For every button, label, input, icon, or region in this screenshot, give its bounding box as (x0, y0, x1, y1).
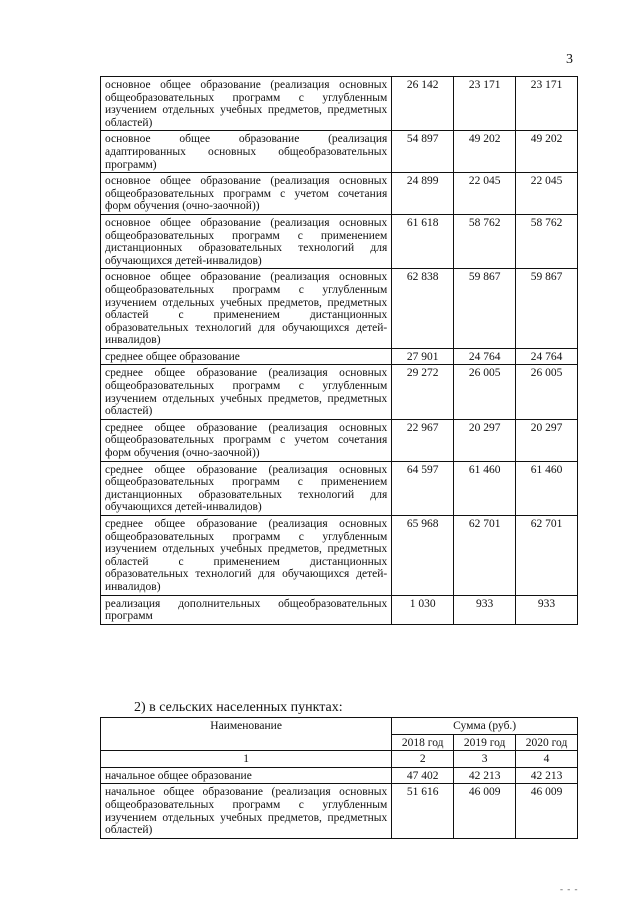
value-2018: 24 899 (392, 173, 454, 215)
value-2020: 46 009 (516, 784, 578, 838)
row-name: среднее общее образование (реализация основных общеобразовательных программ с углубленным изучением отдельных учебных предметов, предметных областей с применением дистанционных образовательных технологий для обучающихся детей-инвалидов) (101, 516, 392, 596)
year-2019: 2019 год (454, 734, 516, 751)
table-row (101, 269, 578, 349)
value-2019: 20 297 (454, 419, 516, 461)
row-name: среднее общее образование (реализация основных общеобразовательных программ с углубленным изучением отдельных учебных предметов, предметных областей) (101, 365, 392, 419)
value-2019: 24 764 (454, 348, 516, 365)
table-row (101, 516, 578, 596)
value-2018: 51 616 (392, 784, 454, 838)
value-2020: 23 171 (516, 77, 578, 131)
value-2019: 26 005 (454, 365, 516, 419)
col-number-3: 3 (454, 751, 516, 768)
footer-mark: - - - (560, 884, 579, 894)
value-2019: 22 045 (454, 173, 516, 215)
value-2018: 64 597 (392, 461, 454, 515)
row-name: основное общее образование (реализация основных общеобразовательных программ с углубленным изучением отдельных учебных предметов, предметных областей с применением дистанционных образовательных технологий для обучающихся детей-инвалидов) (101, 269, 392, 349)
value-2018: 65 968 (392, 516, 454, 596)
column-numbers-row (101, 751, 578, 768)
year-2018: 2018 год (392, 734, 454, 751)
value-2019: 58 762 (454, 214, 516, 268)
value-2018: 26 142 (392, 77, 454, 131)
row-name: среднее общее образование (реализация основных общеобразовательных программ с применением дистанционных образовательных технологий для обучающихся детей-инвалидов) (101, 461, 392, 515)
table-row (101, 365, 578, 419)
rural-table-body (101, 767, 578, 838)
value-2019: 46 009 (454, 784, 516, 838)
value-2020: 22 045 (516, 173, 578, 215)
table-row (101, 767, 578, 784)
value-2020: 42 213 (516, 767, 578, 784)
value-2018: 61 618 (392, 214, 454, 268)
rural-funding-table (100, 717, 578, 839)
row-name: основное общее образование (реализация основных общеобразовательных программ с углубленным изучением отдельных учебных предметов, предметных областей) (101, 77, 392, 131)
table-row (101, 131, 578, 173)
header-name: Наименование (101, 718, 392, 751)
value-2020: 20 297 (516, 419, 578, 461)
value-2020: 26 005 (516, 365, 578, 419)
value-2020: 24 764 (516, 348, 578, 365)
value-2018: 29 272 (392, 365, 454, 419)
col-number-2: 2 (392, 751, 454, 768)
table-row (101, 461, 578, 515)
header-sum: Сумма (руб.) (392, 718, 578, 735)
value-2020: 61 460 (516, 461, 578, 515)
table-row (101, 784, 578, 838)
value-2019: 49 202 (454, 131, 516, 173)
row-name: начальное общее образование (реализация основных общеобразовательных программ с углубленным изучением отдельных учебных предметов, предметных областей) (101, 784, 392, 838)
row-name: основное общее образование (реализация основных общеобразовательных программ с учетом сочетания форм обучения (очно-заочной)) (101, 173, 392, 215)
value-2018: 54 897 (392, 131, 454, 173)
row-name: основное общее образование (реализация адаптированных основных общеобразовательных программ) (101, 131, 392, 173)
table-row (101, 419, 578, 461)
value-2020: 62 701 (516, 516, 578, 596)
value-2020: 49 202 (516, 131, 578, 173)
value-2019: 61 460 (454, 461, 516, 515)
value-2019: 59 867 (454, 269, 516, 349)
value-2018: 1 030 (392, 595, 454, 624)
row-name: среднее общее образование (101, 348, 392, 365)
row-name: реализация дополнительных общеобразовательных программ (101, 595, 392, 624)
row-name: начальное общее образование (101, 767, 392, 784)
table-row (101, 173, 578, 215)
value-2019: 42 213 (454, 767, 516, 784)
funding-table-continued (100, 76, 578, 625)
value-2018: 22 967 (392, 419, 454, 461)
value-2018: 27 901 (392, 348, 454, 365)
col-number-1: 1 (101, 751, 392, 768)
row-name: основное общее образование (реализация основных общеобразовательных программ с применением дистанционных образовательных технологий для обучающихся детей-инвалидов) (101, 214, 392, 268)
value-2020: 933 (516, 595, 578, 624)
value-2020: 58 762 (516, 214, 578, 268)
header-row (101, 718, 578, 735)
table-row (101, 595, 578, 624)
value-2020: 59 867 (516, 269, 578, 349)
year-2020: 2020 год (516, 734, 578, 751)
value-2018: 47 402 (392, 767, 454, 784)
value-2019: 62 701 (454, 516, 516, 596)
value-2018: 62 838 (392, 269, 454, 349)
rural-section-heading: 2) в сельских населенных пунктах: (134, 700, 343, 715)
table-row (101, 348, 578, 365)
page-number: 3 (566, 52, 573, 67)
value-2019: 23 171 (454, 77, 516, 131)
row-name: среднее общее образование (реализация основных общеобразовательных программ с учетом сочетания форм обучения (очно-заочной)) (101, 419, 392, 461)
table-row (101, 77, 578, 131)
table-row (101, 214, 578, 268)
funding-table-body (101, 77, 578, 625)
value-2019: 933 (454, 595, 516, 624)
col-number-4: 4 (516, 751, 578, 768)
